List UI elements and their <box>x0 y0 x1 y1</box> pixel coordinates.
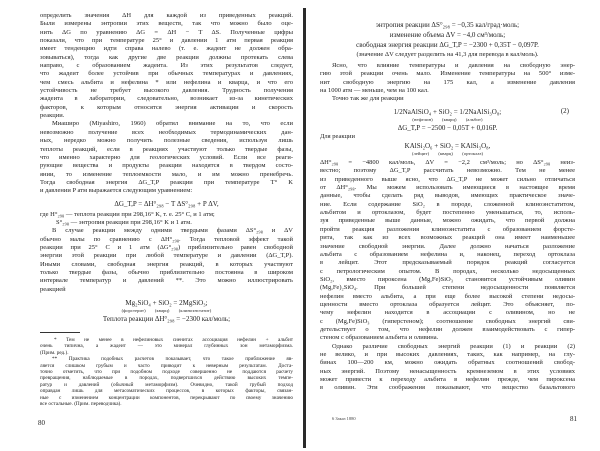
text-line: и давлении P атм выражается следующим уравнением: <box>40 187 193 195</box>
text-line: зовываться), тогда как другие две реакции должны протекать слева <box>40 53 293 61</box>
footnote-1 <box>40 337 293 356</box>
conversion-note: (значение ΔV следует разделить на 41,3 для перевода в кал/моль). <box>356 51 539 58</box>
text-line: на 1000 атм — меньше, чем на 100 кал. <box>320 87 429 95</box>
text-line: пройти реакция разложения клиноэнстатита с образованием форсте- <box>320 225 575 233</box>
text-line: SiO₂, вместо пироксена (Mg,Fe)SiO₃ становится устойчивым оливин <box>320 275 575 283</box>
text-line: вестно; поэтому ΔG_T,P рассчитать невозможно. Тем не менее <box>320 167 575 175</box>
text-line: ных, нередко можно получить полезные сведения, используя лишь <box>40 137 293 145</box>
text-line: в оливин. Эти соображения показывают, что вещество базальтового <box>320 384 575 392</box>
text-line: направо, с образованием жадеита. Из этих результатов следует, <box>40 62 293 70</box>
text-line: энергии этой реакции при любой температуре и давлении (ΔG_T,P). <box>40 252 293 260</box>
text-line: Для реакции <box>320 132 355 140</box>
text-line: интервале температур и давлений **. Это можно иллюстрировать <box>40 277 293 285</box>
mineral-label: (кварц) <box>438 151 454 157</box>
reaction-2 <box>320 107 575 117</box>
mineral-label: (нефелин) <box>412 116 433 122</box>
text-line: стеном с образованием альбита и оливина. <box>320 334 439 342</box>
text-line: очень типична, а жадеит — это минерал глубинных зон метаморфизма. <box>40 343 293 350</box>
text-line: где H°₂₉₈ — теплота реакции при 298,16° K, т. е. 25° C, и 1 атм; <box>40 210 215 218</box>
text-line: рита, так как из всех возможных реакций она имеет наименьшее <box>320 234 575 242</box>
text-line: реакции. <box>40 112 65 120</box>
text-line: Иными словами, свободная энергия реакций, в которых участвуют <box>40 260 293 268</box>
text-line: бинах 100—200 км, можно ожидать обратных соотношений свобод- <box>320 359 575 367</box>
mineral-label: (кварц) <box>441 116 457 122</box>
text-line: точно отметить, что при подобном подходе совершенно не поддаются расчету <box>40 369 293 376</box>
mineral-label: (клиноэнстатит) <box>178 308 212 313</box>
equation-number: (2) <box>560 106 569 115</box>
text-line: реакцией <box>40 285 66 293</box>
text-line: янии, то изменение теплоемкости мало, и им можно пренебречь. <box>40 170 293 178</box>
text-line: альбитом и ортоклазом, будет постепенно уменьшаться, то, исполь- <box>320 209 575 217</box>
mineral-label: (лейцит) <box>411 151 430 157</box>
text-line: чему нефелин находится в ассоциации с оливином, но не <box>320 309 575 317</box>
text-line: факторов, к которым относятся энергия активации и скорость <box>40 103 293 111</box>
text-line: реакции при 25° C и 1 атм (ΔG°₂₉₈) приблизительно равен свободной <box>40 243 293 251</box>
left-paragraph-1 <box>40 12 293 120</box>
left-page-text <box>40 12 293 407</box>
text-line: детельствует о том, что нефелин должен взаимодействовать с гипер- <box>320 325 575 333</box>
mineral-label: (кварц) <box>154 308 170 313</box>
text-line: что жадеит более устойчив при обычных температурах и давлениях, <box>40 70 293 78</box>
text-line: Миаширо (Miyashiro, 1960) обратил внимание на то, что если <box>52 120 293 128</box>
reaction-2-free-energy: ΔG_T,P = −2500 − 0,05T + 0,016P. <box>397 123 498 132</box>
text-line: ние. Если содержание SiO₂ в породе, сложенной клиноэнстатитом, <box>320 200 575 208</box>
text-line: показали, что при температуре 25° и давлении 1 атм первая реакция <box>40 37 293 45</box>
page-number-right: 81 <box>570 415 577 423</box>
text-line: с петрологическим опытом. В породах, несколько недосыщенных <box>320 267 575 275</box>
text-line: В случае реакции между одними твердыми фазами ΔS°₂₉₈ и ΔV <box>52 227 293 235</box>
right-paragraph-3 <box>320 343 575 393</box>
text-line: что именно характерно для геологических условий. Если все реаги- <box>40 153 293 161</box>
text-line: щенности вместо ортоклаза образуется лейцит. Это объясняет, по- <box>320 300 575 308</box>
equation-free-energy: ΔG_T,P = ΔH°₂₉₈ − T ΔS°₂₉₈ + P ΔV, <box>114 199 219 208</box>
text-line: чем смесь альбита и нефелина * или нефелина и кварца, и что его <box>40 78 293 86</box>
text-line: имеет тенденцию идти справа налево (т. е. жадеит не должен обра- <box>40 45 293 53</box>
text-line: S°₂₉₈ — энтропия реакции при 298,16° K и 1 атм. <box>56 218 192 226</box>
text-line: нить ΔG по уравнению ΔG = ΔH − T ΔS. Полученные цифры <box>40 28 293 36</box>
text-line: от ΔH°₂₉₈. Мы можем использовать имеющиеся в настоящее время <box>320 184 575 192</box>
free-energy-value: свободная энергия реакции ΔG_T,P = −2300 + 0,35T − 0,097P. <box>356 41 539 49</box>
text-line: значение свободной энергии. Далее должно начаться разложение <box>320 242 575 250</box>
text-line: определить значения ΔH для каждой из приведенных реакций. <box>40 12 293 19</box>
text-line: жадеита в лаборатории, следовательно, возникает из-за кинетических <box>40 95 293 103</box>
text-line: только твердые фазы, обычно приблизительно постоянна в широком <box>40 268 293 276</box>
text-line: нит свободную энергию на 175 кал, а изменение давления <box>320 78 575 86</box>
text-line: Ясно, что влияние температуры и давления на свободную энер- <box>332 62 575 69</box>
reaction-3-equation: KAlSi₂O₆ + SiO₂ = KAlSi₃O₈, <box>404 142 491 151</box>
right-page-text <box>320 20 575 393</box>
right-paragraph-1 <box>320 62 575 104</box>
text-line: может привести к переходу альбита в нефелин прежде, чем пироксена <box>320 376 575 383</box>
reaction-2-equation: 1/2NaAlSiO₄ + SiO₂ = 1/2NaAlSi₃O₈; <box>393 107 502 116</box>
text-line: (Mg,Fe)₂SiO₄. При большей степени недосыщенности появляется <box>320 284 575 292</box>
text-line: Точно так же для реакции <box>332 95 404 103</box>
text-line: превращения, наблюдаемые в породах, подвергшихся действию высоких темпе- <box>40 375 293 382</box>
text-line: в лейцит. Этот предсказываемый порядок реакций согласуется <box>320 259 575 267</box>
mineral-label: (ортоклаз) <box>462 151 484 157</box>
text-line: ные с изменением концентрации компонентов, перекрывают по своему значению <box>40 394 293 401</box>
text-line: устойчивость не требует высокого давления. Трудность получения <box>40 87 293 95</box>
mineral-label: (альбит) <box>465 116 483 122</box>
text-line: невозможно получение всех необходимых термодинамических дан- <box>40 128 293 136</box>
entropy-value: энтропия реакции ΔS°₂₉₈ = −0,35 кал/град·моль; <box>375 21 520 29</box>
text-line: не велико, и при высоких давлениях, таких, как например, на глу- <box>320 350 575 358</box>
left-paragraph-2 <box>40 120 293 195</box>
text-line: с (Mg,Fe)SiO₃ (гиперстеном); соотношение свободных энергий сви- <box>320 317 575 325</box>
text-line: (Прим. ред.). <box>40 349 69 356</box>
text-line: теплоты реакций, если в реакциях участвуют только твердые фазы, <box>40 145 293 153</box>
footnote-divider <box>40 332 80 333</box>
left-paragraph-3 <box>40 227 293 294</box>
text-line: гию этой реакции очень мало. Изменение температуры на 500° изме- <box>320 70 575 78</box>
reaction-1-equation: Mg₂SiO₄ + SiO₂ = 2MgSiO₃; <box>125 299 208 307</box>
text-line: * Тем не менее в нефелиновых сиенитах ассоциация нефелин + альбит <box>54 337 293 343</box>
printer-signature: 6 Заказ 1880 <box>332 416 356 421</box>
text-line: ΔH°₂₉₈ = −4800 кал/моль, ΔV = −2,2 см³/моль; но ΔS°₂₉₈ неиз- <box>320 159 575 167</box>
text-line: обычно малы по сравнению с ΔH°₂₉₈. Тогда тепловой эффект такой <box>40 235 293 243</box>
text-line: все остальные. (Прим. переводчика). <box>40 401 122 408</box>
page-number-left: 80 <box>38 419 45 427</box>
text-line: ляется слишком грубым и часто приводит к неверным результатам. Доста- <box>40 362 293 369</box>
text-line: из приведенного выше ясно, что ΔG_T,P не может сильно отличаться <box>320 175 575 183</box>
text-line: Однако различие свободных энергий реакции (1) и реакции (2) <box>332 342 575 350</box>
text-line: ** Практика подобных расчетов показывает, что такое приближение яв- <box>52 356 293 363</box>
text-line: ных энергий. Поэтому ненасыщенность кремнеземом в этих условиях <box>320 367 575 375</box>
reaction-1-heat: Теплота реакции ΔH°₂₉₈ = −2300 кал/моль; <box>102 315 231 323</box>
volume-change-value: изменение объема ΔV = −4,0 см³/моль; <box>389 31 506 39</box>
text-line: альбита с образованием нефелина и, наконец, переход ортоклаза <box>320 250 575 258</box>
text-line: Были измерены энтропии этих веществ, так что можно было оце- <box>40 20 293 28</box>
text-line: оправдан лишь для метасоматических процессов, в которых факторы, связан- <box>40 388 293 395</box>
text-line: рующие вещества и продукты реакции находятся в твердом состо- <box>40 162 293 170</box>
text-line: зуя приведенные выше данные, можно ожидать, что первой должна <box>320 217 575 225</box>
text-line: нефелин вместо альбита, а при еще более высокой степени недосы- <box>320 292 575 300</box>
right-paragraph-2 <box>320 159 575 343</box>
text-line: ратур и давлений (обычный метаморфизм). Очевидно, такой грубый подход <box>40 381 293 388</box>
footnote-2 <box>40 356 293 407</box>
mineral-label: (форстерит) <box>121 308 146 313</box>
text-line: Тогда свободная энергия ΔG_T,P реакции при температуре T° K <box>40 178 293 186</box>
text-line: данные, чтобы сделать ряд выводов, имеющих практическое значе- <box>320 192 575 200</box>
